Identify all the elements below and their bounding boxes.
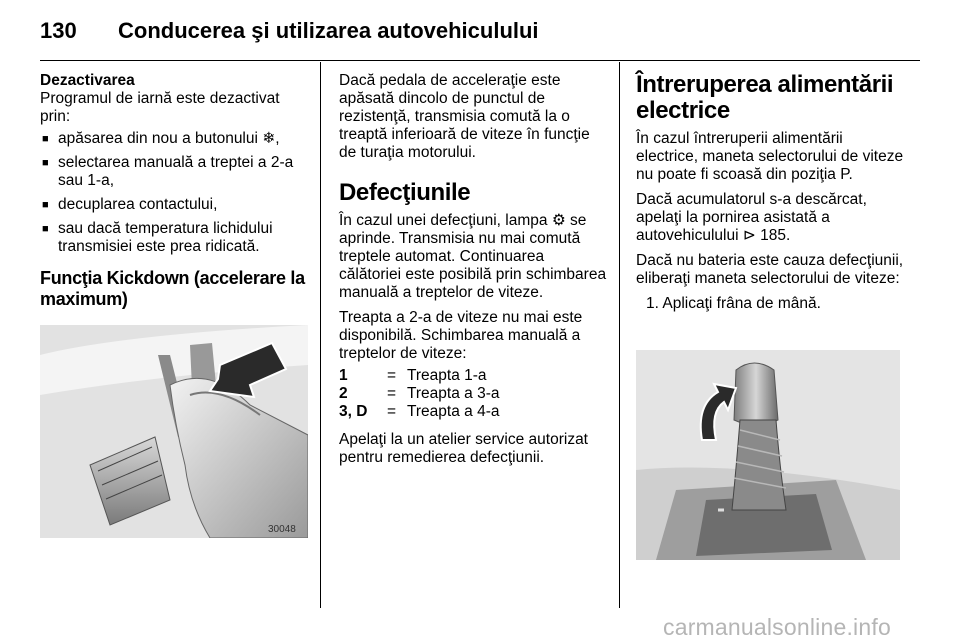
- gear-key: 2: [339, 385, 348, 402]
- list-item: ■ selectarea manuală a treptei a 2-a sau 1-a,: [40, 154, 308, 190]
- deactivation-heading: Dezactivarea: [40, 72, 135, 89]
- gear-eq: =: [387, 403, 397, 420]
- gear-eq: =: [387, 385, 397, 402]
- gear-value: Treapta a 4-a: [407, 403, 500, 420]
- gear-selector-illustration: [636, 350, 900, 560]
- power-interruption-heading: Întreruperea alimentării electrice: [636, 71, 894, 124]
- faults-heading: Defecţiunile: [339, 179, 471, 206]
- deactivation-intro: Programul de iarnă este dezactivat prin:: [40, 90, 280, 125]
- page-header: [0, 0, 960, 62]
- kickdown-illustration: [40, 325, 308, 538]
- deactivation-list: [40, 130, 308, 256]
- gear-key: 1: [339, 367, 348, 384]
- page-number: 130: [40, 18, 77, 43]
- table-row: [339, 385, 499, 403]
- faults-paragraph: În cazul unei defecţiuni, lampa ⚙ se aprinde. Transmisia nu mai comută treptele automat. Continuarea călătoriei este posibilă prin schimbarea manuală a treptelor de viteze.: [339, 212, 607, 301]
- gear-intro: Treapta a 2-a de viteze nu mai este disponibilă. Schimbarea manuală a treptelor de viteze:: [339, 309, 583, 362]
- list-item: ■ decuplarea contactului,: [40, 196, 308, 214]
- kickdown-paragraph: Dacă pedala de acceleraţie este apăsată dincolo de punctul de rezistenţă, transmisia comută la o treaptă inferioară de viteze în funcţie de turaţia motorului.: [339, 72, 590, 161]
- middle-column: [339, 72, 607, 474]
- figure-code: 30048: [268, 524, 296, 535]
- service-paragraph: Apelaţi la un atelier service autorizat pentru remedierea defecţiunii.: [339, 431, 588, 466]
- right-column: [636, 72, 908, 320]
- header-divider: [40, 60, 920, 61]
- column-divider-1: [320, 62, 321, 608]
- power-paragraph-3: Dacă nu bateria este cauza defecţiunii, eliberaţi maneta selectorului de viteze:: [636, 252, 904, 287]
- list-item: ■ apăsarea din nou a butonului ❄,: [40, 130, 308, 148]
- pedal-foot-icon: [40, 325, 308, 538]
- gear-value: Treapta a 3-a: [407, 385, 500, 402]
- chapter-title: Conducerea şi utilizarea autovehiculului: [118, 18, 539, 43]
- power-paragraph-2: Dacă acumulatorul s-a descărcat, apelaţi la pornirea asistată a autovehiculului ⊳ 185.: [636, 191, 867, 244]
- table-row: [339, 403, 499, 421]
- gear-table: [339, 367, 499, 421]
- step-1: 1. Aplicaţi frâna de mână.: [646, 295, 821, 312]
- kickdown-heading: Funcţia Kickdown (accelerare la maximum): [40, 268, 305, 309]
- power-paragraph-1: În cazul întreruperii alimentării electrice, maneta selectorului de viteze nu poate fi scoasă din poziţia P.: [636, 130, 904, 183]
- gear-value: Treapta 1-a: [407, 367, 487, 384]
- column-divider-2: [619, 62, 620, 608]
- table-row: [339, 367, 499, 385]
- gear-lever-icon: [636, 350, 900, 560]
- gear-key: 3, D: [339, 403, 368, 420]
- list-item: ■ sau dacă temperatura lichidului transmisiei este prea ridicată.: [40, 220, 308, 256]
- left-column: [40, 72, 308, 318]
- watermark: carmanualsonline.info: [663, 614, 891, 640]
- gear-eq: =: [387, 367, 397, 384]
